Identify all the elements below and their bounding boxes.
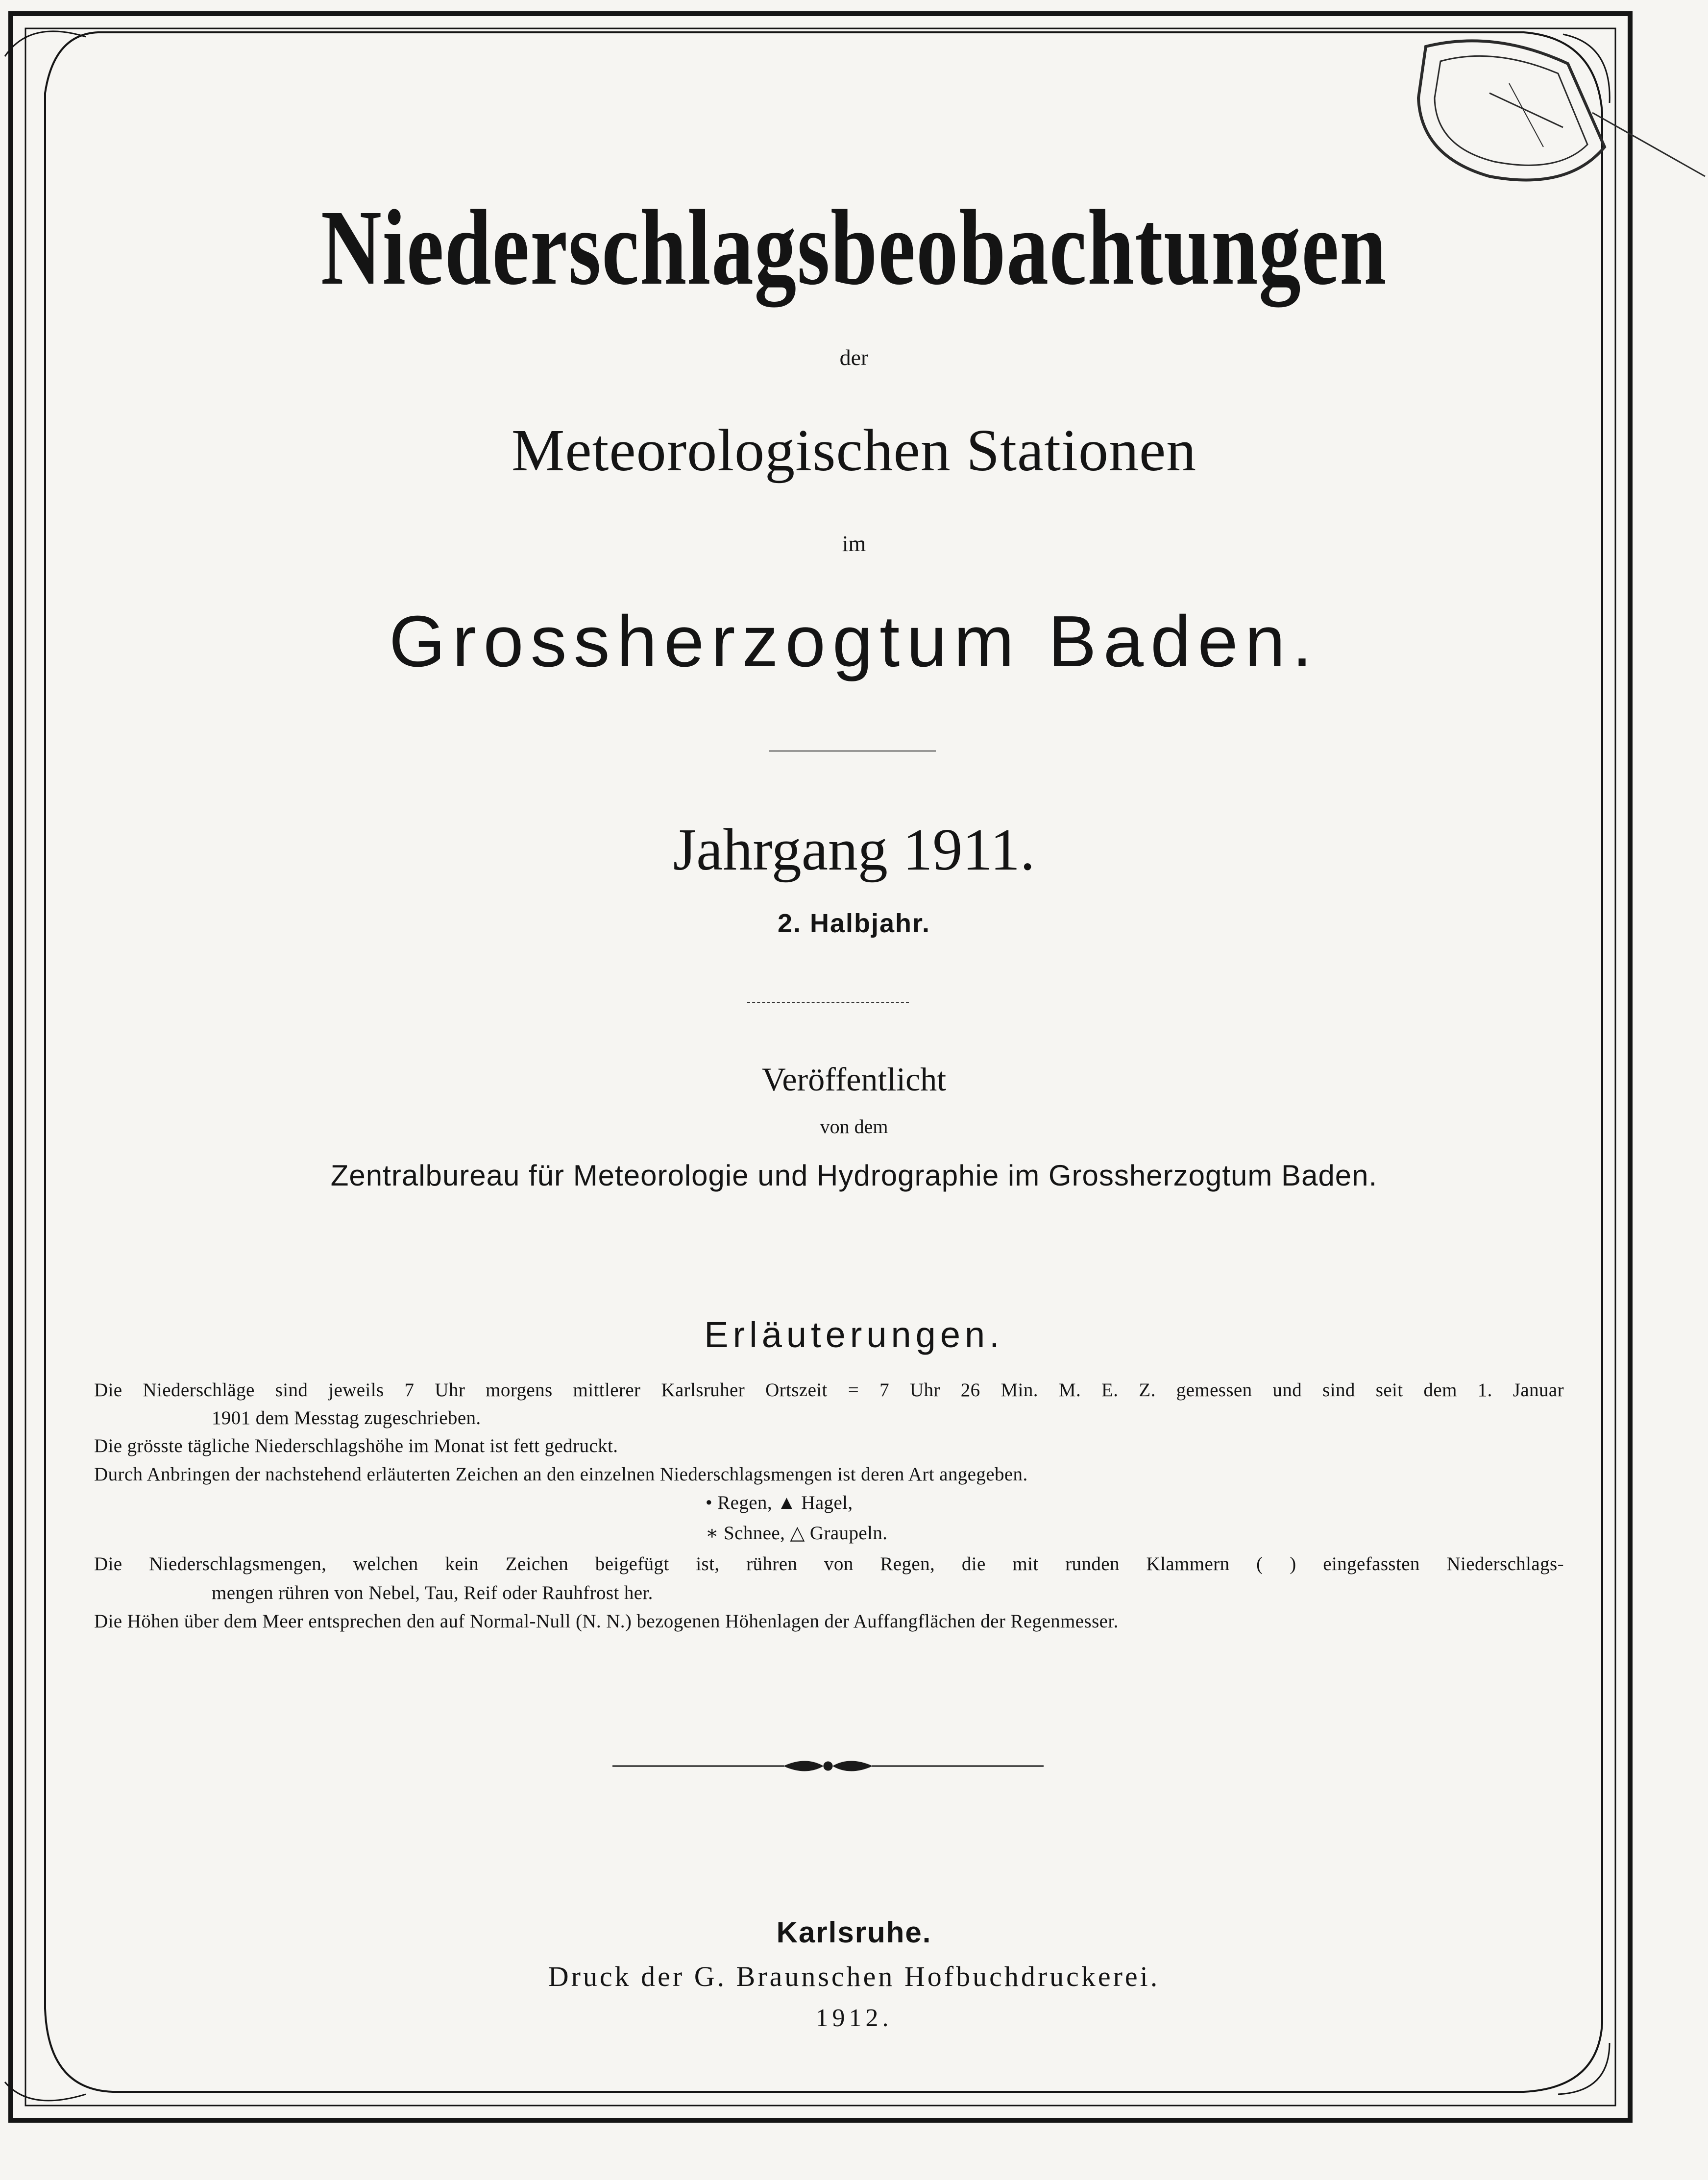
divider-rule-dashed [747, 1002, 909, 1003]
institution-name: Zentralbureau für Meteorologie und Hydrographie im Grossherzogtum Baden. [330, 1159, 1378, 1192]
legend-rain-hail: • Regen, ▲ Hagel, [706, 1492, 853, 1513]
imprint-place: Karlsruhe. [776, 1916, 932, 1949]
explanation-line: Die Niederschläge sind jeweils 7 Uhr morgens mittlerer Karlsruher Ortszeit = 7 Uhr 26 Min. M. E. Z. gemessen und sind seit dem 1. Januar [94, 1380, 1564, 1401]
subtitle-grand-duchy: Grossherzogtum Baden. [389, 601, 1319, 682]
explanation-line: mengen rühren von Nebel, Tau, Reif oder Rauhfrost her. [212, 1582, 653, 1603]
imprint-year: 1912. [815, 2004, 893, 2032]
published-label: Veröffentlicht [761, 1061, 947, 1098]
by-label: von dem [820, 1115, 888, 1138]
main-title: Niederschlagsbeobachtungen [320, 188, 1388, 307]
imprint-printer: Druck der G. Braunschen Hofbuchdruckerei. [548, 1961, 1160, 1992]
explanation-line: Durch Anbringen der nachstehend erläuterten Zeichen an den einzelnen Niederschlagsmengen ist deren Art angegeben. [94, 1464, 1028, 1485]
explanation-line: Die Niederschlagsmengen, welchen kein Zeichen beigefügt ist, rühren von Regen, die mit runden Klammern ( ) eingefassten Niederschlags- [94, 1553, 1564, 1574]
library-stamp-icon [1418, 41, 1705, 180]
explanations-heading: Erläuterungen. [704, 1314, 1004, 1355]
year-title: Jahrgang 1911. [673, 817, 1035, 883]
explanation-line: Die Höhen über dem Meer entsprechen den auf Normal-Null (N. N.) bezogenen Höhenlagen der Auffangflächen der Regenmesser. [94, 1611, 1119, 1632]
explanation-line: 1901 dem Messtag zugeschrieben. [212, 1407, 481, 1429]
legend-snow-graupel: ∗ Schnee, △ Graupeln. [706, 1523, 888, 1544]
subtitle-stations: Meteorologischen Stationen [511, 417, 1197, 484]
half-year-label: 2. Halbjahr. [777, 909, 931, 938]
connector-im: im [842, 531, 866, 556]
ornamental-divider-icon [612, 1761, 1044, 1771]
explanation-line: Die grösste tägliche Niederschlagshöhe im Monat ist fett gedruckt. [94, 1435, 618, 1456]
connector-der: der [839, 345, 869, 370]
